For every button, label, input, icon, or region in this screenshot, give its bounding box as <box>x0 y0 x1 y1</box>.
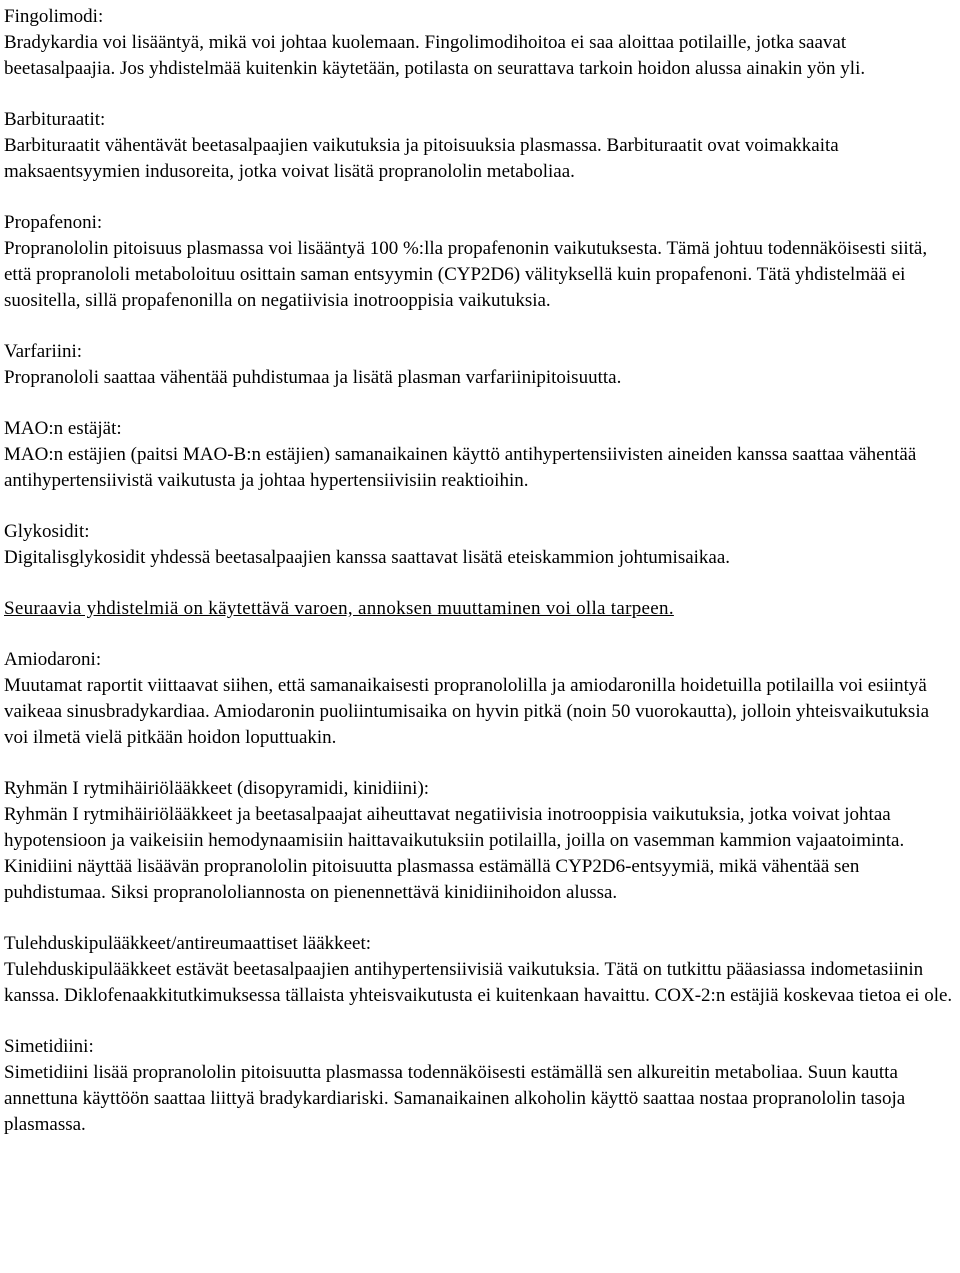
caution-notice: Seuraavia yhdistelmiä on käytettävä varoen, annoksen muuttaminen voi olla tarpeen. <box>4 598 674 619</box>
section-amiodaroni <box>4 647 954 751</box>
section-body: Propranololin pitoisuus plasmassa voi lisääntyä 100 %:lla propafenonin vaikutuksesta. Tämä johtuu todennäköisesti siitä, että propranololi metaboloituu osittain saman entsyymin (CYP2D6) välityksellä kuin propafenoni. Tätä yhdistelmää ei suositella, sillä propafenonilla on negatiivisia inotrooppisia vaikutuksia. <box>4 238 928 311</box>
section-title: Ryhmän I rytmihäiriölääkkeet (disopyramidi, kinidiini): <box>4 778 430 799</box>
section-title: Barbituraatit: <box>4 109 106 130</box>
section-tulehduskipulaakkeet <box>4 931 954 1009</box>
section-propafenoni <box>4 210 954 314</box>
section-mao-estajat <box>4 416 954 494</box>
section-varfariini <box>4 339 954 391</box>
section-title: Propafenoni: <box>4 212 103 233</box>
section-fingolimodi <box>4 4 954 82</box>
section-body: Bradykardia voi lisääntyä, mikä voi johtaa kuolemaan. Fingolimodihoitoa ei saa aloittaa potilaille, jotka saavat beetasalpaajia. Jos yhdistelmää kuitenkin käytetään, potilasta on seurattava tarkoin hoidon alussa ainakin yön yli. <box>4 32 866 79</box>
document-page <box>4 4 954 1163</box>
section-title: Varfariini: <box>4 341 83 362</box>
section-title: Fingolimodi: <box>4 6 104 27</box>
section-body: Propranololi saattaa vähentää puhdistumaa ja lisätä plasman varfariinipitoisuutta. <box>4 367 622 388</box>
section-body: Ryhmän I rytmihäiriölääkkeet ja beetasalpaajat aiheuttavat negatiivisia inotrooppisia vaikutuksia, jotka voivat johtaa hypotensioon ja vaikeisiin hemodynaamisiin haittavaikutuksiin potilailla, joilla on vasemman kammion vajaatoiminta. Kinidiini näyttää lisäävän propranololin pitoisuutta plasmassa estämällä CYP2D6-entsyymiä, mikä vähentää sen puhdistumaa. Siksi propranololiannosta on pienennettävä kinidiinihoidon alussa. <box>4 804 905 903</box>
section-rytmihairiolaakkeet <box>4 776 954 906</box>
section-body: MAO:n estäjien (paitsi MAO-B:n estäjien) samanaikainen käyttö antihypertensiivisten aineiden kanssa saattaa vähentää antihypertensiivistä vaikutusta ja johtaa hypertensiivisiin reaktioihin. <box>4 444 917 491</box>
section-body: Muutamat raportit viittaavat siihen, että samanaikaisesti propranololilla ja amiodaronilla hoidetuilla potilailla voi esiintyä vaikeaa sinusbradykardiaa. Amiodaronin puoliintumisaika on hyvin pitkä (noin 50 vuorokautta), jolloin yhteisvaikutuksia voi ilmetä vielä pitkään hoidon loputtuakin. <box>4 675 930 748</box>
section-title: Amiodaroni: <box>4 649 102 670</box>
section-body: Simetidiini lisää propranololin pitoisuutta plasmassa todennäköisesti estämällä sen alkureitin metaboliaa. Suun kautta annettuna käyttöön saattaa liittyä bradykardiariski. Samanaikainen alkoholin käyttö saattaa nostaa propranololin tasoja plasmassa. <box>4 1062 906 1135</box>
section-simetidiini <box>4 1034 954 1138</box>
section-title: Tulehduskipulääkkeet/antireumaattiset lääkkeet: <box>4 933 372 954</box>
section-title: Simetidiini: <box>4 1036 94 1057</box>
section-title: Glykosidit: <box>4 521 90 542</box>
section-body: Digitalisglykosidit yhdessä beetasalpaajien kanssa saattavat lisätä eteiskammion johtumisaikaa. <box>4 547 731 568</box>
section-title: MAO:n estäjät: <box>4 418 122 439</box>
section-glykosidit <box>4 519 954 571</box>
section-barbituraatit <box>4 107 954 185</box>
section-body: Barbituraatit vähentävät beetasalpaajien vaikutuksia ja pitoisuuksia plasmassa. Barbituraatit ovat voimakkaita maksaentsyymien indusoreita, jotka voivat lisätä propranololin metaboliaa. <box>4 135 839 182</box>
section-body: Tulehduskipulääkkeet estävät beetasalpaajien antihypertensiivisiä vaikutuksia. Tätä on tutkittu pääasiassa indometasiinin kanssa. Diklofenaakkitutkimuksessa tällaista yhteisvaikutusta ei kuitenkaan havaittu. COX-2:n estäjiä koskevaa tietoa ei ole. <box>4 959 953 1006</box>
